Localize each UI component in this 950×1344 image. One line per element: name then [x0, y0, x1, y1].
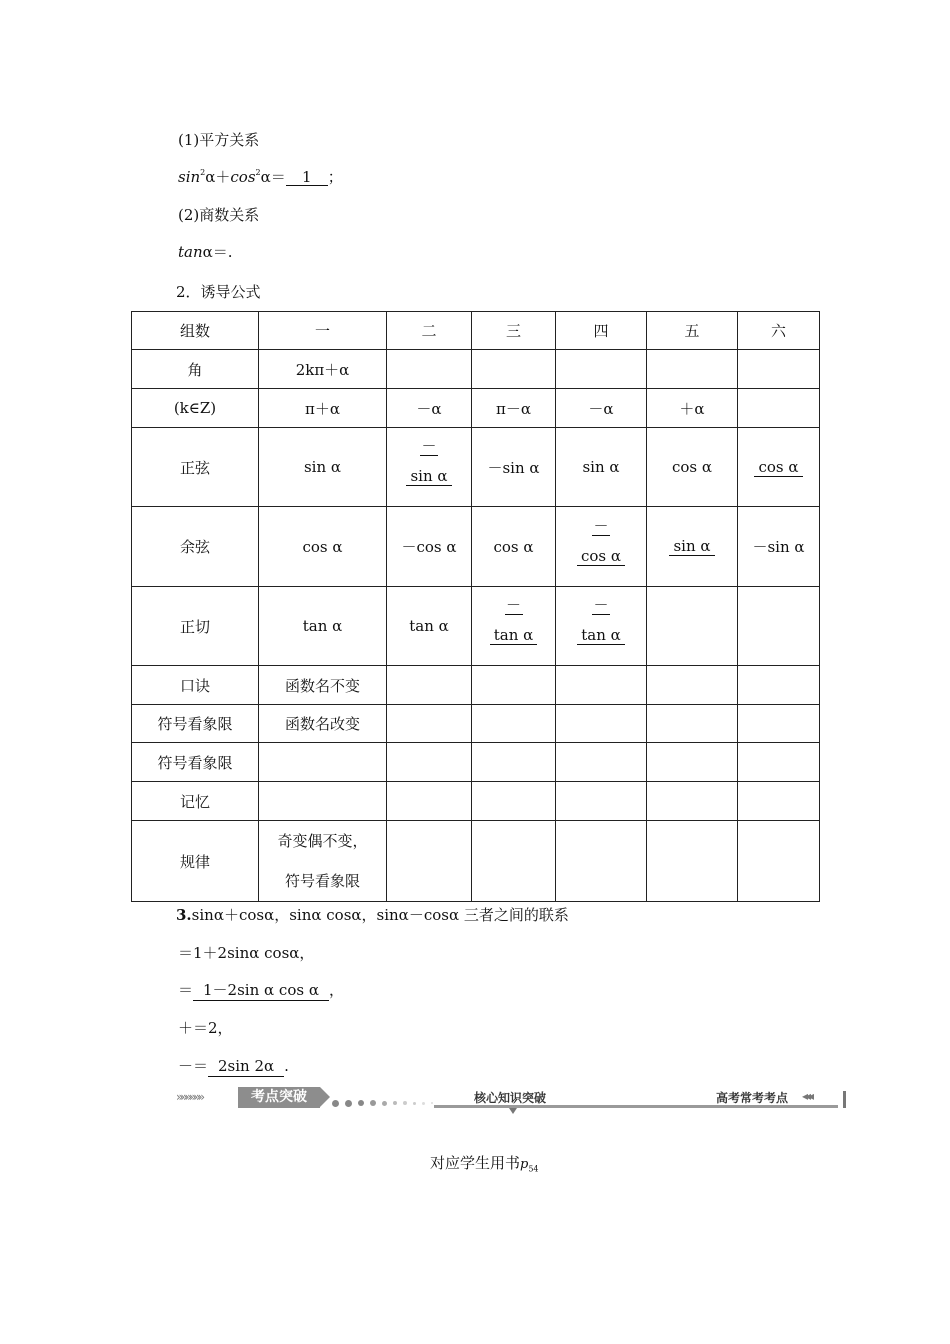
relation-title-text: sinα＋cosα，sinα cosα，sinα－cosα 三者之间的联系 — [191, 906, 569, 924]
table-cell: －α — [387, 389, 472, 428]
table-cell — [556, 743, 647, 782]
table-cell: 函数名不变 — [259, 666, 387, 705]
minus-sign: － — [593, 596, 609, 614]
table-cell: cos α — [647, 428, 738, 507]
equals-sign: ＝ — [178, 981, 194, 999]
square-relation-title: (1)平方关系 — [178, 131, 260, 149]
table-cell — [738, 389, 820, 428]
table-cell — [472, 350, 556, 389]
table-row-sine — [132, 428, 820, 507]
row-label: 符号看象限 — [132, 705, 259, 743]
answer-blank: 2sin 2α — [208, 1057, 284, 1077]
table-cell — [387, 350, 472, 389]
table-row-angle — [132, 350, 820, 389]
row-label: 口诀 — [132, 666, 259, 705]
table-cell — [738, 350, 820, 389]
answer-blank: tan α — [577, 627, 625, 645]
answer-blank: tan α — [490, 627, 538, 645]
table-cell-stacked — [556, 587, 647, 666]
table-cell: tan α — [387, 587, 472, 666]
pointer-triangle-icon — [509, 1108, 517, 1114]
rule-line: 符号看象限 — [284, 872, 360, 890]
table-cell — [556, 666, 647, 705]
period: . — [284, 1057, 289, 1075]
table-cell — [556, 821, 647, 902]
table-cell-stacked — [387, 428, 472, 507]
table-cell — [647, 821, 738, 902]
table-row — [132, 743, 820, 782]
table-cell — [647, 705, 738, 743]
row-label: 规律 — [132, 821, 259, 902]
table-cell — [259, 743, 387, 782]
left-arrows-icon: ◂◂◂ — [802, 1089, 812, 1103]
table-header-row — [132, 312, 820, 350]
answer-blank: 1 — [286, 169, 328, 186]
table-cell — [647, 782, 738, 821]
table-cell — [556, 782, 647, 821]
table-cell — [738, 821, 820, 902]
alpha-equals: α＝ — [260, 168, 286, 186]
formula-tail: ； — [327, 168, 343, 186]
table-cell: 函数名改变 — [259, 705, 387, 743]
minus-sign: － — [593, 516, 609, 535]
table-cell: tan α — [259, 587, 387, 666]
table-row — [132, 782, 820, 821]
quotient-relation-title: (2)商数关系 — [178, 206, 260, 224]
table-cell — [387, 782, 472, 821]
minus-sign: － — [505, 596, 521, 614]
relation-line-3: ＋＝2， — [178, 1019, 233, 1037]
banner-right-label: 高考常考考点 — [716, 1091, 789, 1105]
table-cell: sin α — [556, 428, 647, 507]
table-cell — [472, 782, 556, 821]
comma: ， — [328, 981, 344, 999]
table-cell: π－α — [472, 389, 556, 428]
table-cell: ＋α — [647, 389, 738, 428]
header-cell: 五 — [647, 312, 738, 350]
table-cell: －sin α — [738, 507, 820, 587]
header-cell: 二 — [387, 312, 472, 350]
row-label: 正弦 — [132, 428, 259, 507]
table-cell — [738, 705, 820, 743]
answer-blank: cos α — [577, 548, 625, 566]
table-cell — [738, 587, 820, 666]
minus-equals: －＝ — [178, 1057, 209, 1075]
row-label: 正切 — [132, 587, 259, 666]
answer-blank: cos α — [754, 459, 802, 477]
row-label: (k∈Z) — [132, 389, 259, 428]
table-cell — [647, 743, 738, 782]
answer-blank: 1－2sin α cos α — [193, 981, 329, 1001]
banner-center-label: 核心知识突破 — [474, 1091, 547, 1105]
minus-sign: － — [421, 437, 437, 455]
student-book-reference — [430, 1152, 539, 1174]
table-cell — [647, 587, 738, 666]
header-cell: 组数 — [132, 312, 259, 350]
progress-dots-icon — [332, 1093, 439, 1111]
section-number: 3. — [176, 906, 192, 924]
table-cell: 2kπ＋α — [259, 350, 387, 389]
relation-line-4 — [178, 1055, 289, 1076]
row-label: 余弦 — [132, 507, 259, 587]
table-cell — [472, 705, 556, 743]
table-cell — [472, 666, 556, 705]
table-row — [132, 705, 820, 743]
table-cell — [738, 428, 820, 507]
induction-formula-title: 2．诱导公式 — [176, 283, 261, 301]
table-cell — [738, 666, 820, 705]
table-cell: cos α — [259, 507, 387, 587]
table-cell — [556, 705, 647, 743]
table-cell-stacked — [556, 507, 647, 587]
table-cell — [647, 507, 738, 587]
header-cell: 三 — [472, 312, 556, 350]
table-cell — [387, 821, 472, 902]
row-label: 角 — [132, 350, 259, 389]
square-relation-formula — [178, 166, 343, 187]
chevron-arrows-icon: »»»»»» — [176, 1090, 203, 1104]
banner-endcap — [843, 1091, 846, 1108]
induction-formula-table — [131, 311, 820, 902]
table-cell — [472, 743, 556, 782]
relation-line-2 — [178, 979, 344, 1000]
table-cell: sin α — [259, 428, 387, 507]
quotient-rest: α＝. — [202, 243, 233, 261]
page-ref: $p_{54}$ — [520, 1157, 539, 1174]
tan-symbol: tan — [178, 243, 203, 261]
banner-tag: 考点突破 — [238, 1087, 320, 1108]
table-cell — [387, 705, 472, 743]
answer-blank: sin α — [669, 538, 714, 556]
cos-symbol: cos — [230, 168, 256, 186]
relation-line-1: ＝1＋2sinα cosα， — [178, 944, 315, 962]
table-cell-stacked — [472, 587, 556, 666]
table-cell — [259, 821, 387, 902]
header-cell: 一 — [259, 312, 387, 350]
table-row-k — [132, 389, 820, 428]
table-cell: －α — [556, 389, 647, 428]
table-row-cosine — [132, 507, 820, 587]
table-cell — [647, 350, 738, 389]
header-cell: 四 — [556, 312, 647, 350]
table-cell — [387, 743, 472, 782]
sin-symbol: sin — [178, 168, 201, 186]
table-cell: －cos α — [387, 507, 472, 587]
row-label: 记忆 — [132, 782, 259, 821]
answer-blank: sin α — [406, 468, 451, 486]
table-cell: －sin α — [472, 428, 556, 507]
table-row-rule — [132, 821, 820, 902]
table-cell — [647, 666, 738, 705]
table-cell — [738, 782, 820, 821]
square-exponent: 2 — [200, 168, 206, 177]
alpha-plus: α＋ — [205, 168, 231, 186]
table-row-tangent — [132, 587, 820, 666]
table-row — [132, 666, 820, 705]
footer-text: 对应学生用书 — [430, 1154, 521, 1172]
table-cell — [556, 350, 647, 389]
square-exponent: 2 — [255, 168, 261, 177]
table-cell: π＋α — [259, 389, 387, 428]
section-banner — [176, 1087, 846, 1109]
row-label: 符号看象限 — [132, 743, 259, 782]
table-cell — [259, 782, 387, 821]
table-cell — [387, 666, 472, 705]
table-cell: cos α — [472, 507, 556, 587]
relation-title — [176, 904, 569, 925]
quotient-relation-formula — [178, 241, 233, 262]
table-cell — [472, 821, 556, 902]
header-cell: 六 — [738, 312, 820, 350]
rule-line: 奇变偶不变， — [277, 832, 368, 850]
table-cell — [738, 743, 820, 782]
